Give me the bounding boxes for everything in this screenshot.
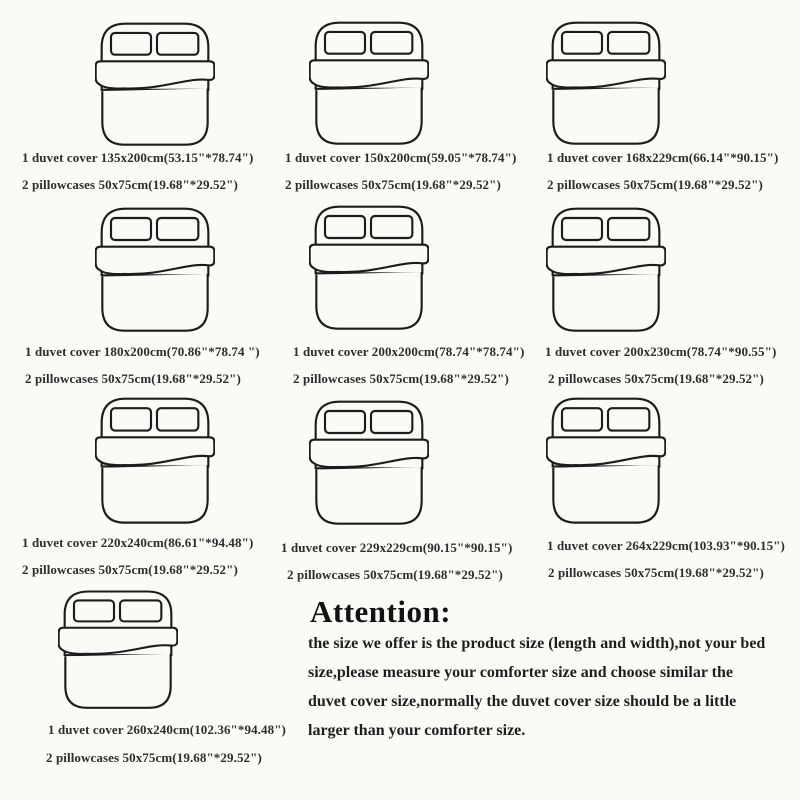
bed-top-view-icon	[546, 396, 666, 526]
pillowcase-size-label: 2 pillowcases 50x75cm(19.68"*29.52")	[25, 371, 241, 386]
pillowcase-size-label: 2 pillowcases 50x75cm(19.68"*29.52")	[547, 177, 763, 192]
pillowcase-size-label: 2 pillowcases 50x75cm(19.68"*29.52")	[548, 565, 764, 580]
pillowcase-size-label: 2 pillowcases 50x75cm(19.68"*29.52")	[22, 562, 238, 577]
duvet-size-label: 1 duvet cover 200x230cm(78.74"*90.55")	[545, 344, 777, 359]
attention-note	[308, 629, 765, 745]
attention-heading: Attention:	[310, 594, 452, 629]
pillowcase-size-label: 2 pillowcases 50x75cm(19.68"*29.52")	[548, 371, 764, 386]
pillowcase-size-label: 2 pillowcases 50x75cm(19.68"*29.52")	[22, 177, 238, 192]
attention-line: size,please measure your comforter size and choose similar the	[308, 664, 733, 681]
bed-top-view-icon	[58, 589, 178, 711]
duvet-size-label: 1 duvet cover 200x200cm(78.74"*78.74")	[293, 344, 525, 359]
attention-line: larger than your comforter size.	[308, 722, 526, 739]
duvet-size-label: 1 duvet cover 220x240cm(86.61"*94.48")	[22, 535, 254, 550]
duvet-size-label: 1 duvet cover 150x200cm(59.05"*78.74")	[285, 150, 517, 165]
pillowcase-size-label: 2 pillowcases 50x75cm(19.68"*29.52")	[46, 750, 262, 765]
pillowcase-size-label: 2 pillowcases 50x75cm(19.68"*29.52")	[287, 567, 503, 582]
bed-top-view-icon	[95, 21, 215, 148]
bed-top-view-icon	[309, 399, 429, 527]
pillowcase-size-label: 2 pillowcases 50x75cm(19.68"*29.52")	[293, 371, 509, 386]
pillowcase-size-label: 2 pillowcases 50x75cm(19.68"*29.52")	[285, 177, 501, 192]
duvet-size-label: 1 duvet cover 135x200cm(53.15"*78.74")	[22, 150, 254, 165]
duvet-size-label: 1 duvet cover 180x200cm(70.86"*78.74 ")	[25, 344, 260, 359]
bed-top-view-icon	[309, 204, 429, 332]
duvet-size-label: 1 duvet cover 260x240cm(102.36"*94.48")	[48, 722, 286, 737]
duvet-size-label: 1 duvet cover 264x229cm(103.93"*90.15")	[547, 538, 785, 553]
duvet-size-label: 1 duvet cover 168x229cm(66.14"*90.15")	[547, 150, 779, 165]
bed-top-view-icon	[309, 20, 429, 147]
bed-top-view-icon	[546, 20, 666, 147]
bed-top-view-icon	[95, 396, 215, 526]
duvet-size-label: 1 duvet cover 229x229cm(90.15"*90.15")	[281, 540, 513, 555]
attention-line: duvet cover size,normally the duvet cover size should be a little	[308, 693, 737, 710]
attention-line: the size we offer is the product size (length and width),not your bed	[308, 635, 766, 652]
bed-top-view-icon	[95, 206, 215, 334]
bed-top-view-icon	[546, 206, 666, 334]
